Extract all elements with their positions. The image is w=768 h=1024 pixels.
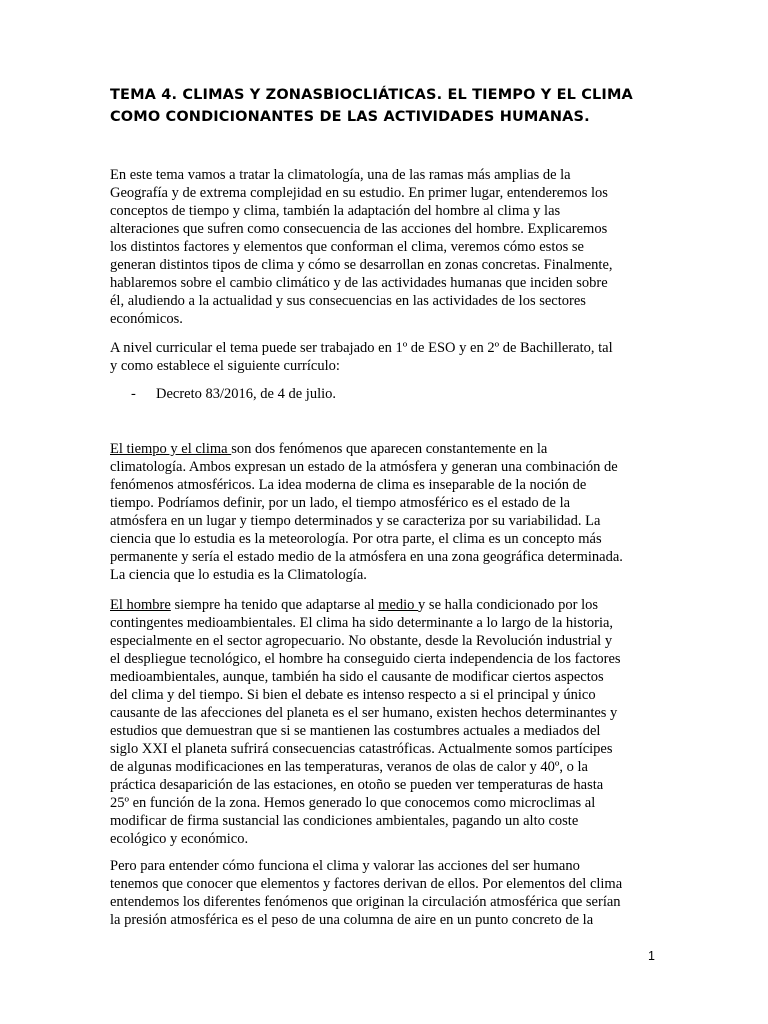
text-line: En este tema vamos a tratar la climatología, una de las ramas más amplias de la	[110, 167, 571, 183]
text-line: el despliegue tecnológico, el hombre ha conseguido cierta independencia de los factores	[110, 651, 621, 667]
text-line: medioambientales, aunque, también ha sido el causante de modificar ciertos aspectos	[110, 669, 604, 685]
text-line: permanente y sería el estado medio de la atmósfera en una zona geográfica determinada.	[110, 549, 623, 565]
title-line: COMO CONDICIONANTES DE LAS ACTIVIDADES HUMANAS.	[110, 109, 590, 125]
text-line	[110, 440, 658, 458]
text-line: la presión atmosférica es el peso de una columna de aire en un punto concreto de la	[110, 912, 594, 928]
text-line: conceptos de tiempo y clima, también la adaptación del hombre al clima y las	[110, 203, 561, 219]
curriculum-paragraph	[110, 339, 658, 375]
underlined-term: El hombre	[110, 597, 171, 613]
text-line: Geografía y de extrema complejidad en su estudio. En primer lugar, entenderemos los	[110, 185, 608, 201]
page-number: 1	[648, 949, 655, 963]
text-run: siempre ha tenido que adaptarse al	[170, 597, 379, 613]
title-line: TEMA 4. CLIMAS Y ZONASBIOCLIÁTICAS. EL TIEMPO Y EL CLIMA	[110, 87, 633, 103]
underlined-term: medio	[378, 597, 419, 613]
text-line: fenómenos atmosféricos. La idea moderna de clima es inseparable de la noción de	[110, 477, 587, 493]
text-line: contingentes medioambientales. El clima ha sido determinante a lo largo de la historia,	[110, 615, 614, 631]
page-title	[110, 84, 670, 128]
text-line: causante de las afecciones del planeta es el ser humano, existen hechos determinantes y	[110, 705, 618, 721]
hombre-paragraph	[110, 596, 658, 848]
text-line: entendemos los diferentes fenómenos que originan la circulación atmosférica que serían	[110, 894, 621, 910]
text-line: modificar de firma sustancial las condiciones ambientales, pagando un alto coste	[110, 813, 579, 829]
text-line: climatología. Ambos expresan un estado de la atmósfera y generan una combinación de	[110, 459, 618, 475]
text-line: generan distintos tipos de clima y cómo se desarrollan en zonas concretas. Finalmente,	[110, 257, 613, 273]
text-line: alteraciones que sufren como consecuencia de las acciones del hombre. Explicaremos	[110, 221, 608, 237]
intro-paragraph	[110, 166, 658, 328]
text-line: hablaremos sobre el cambio climático y de las actividades humanas que inciden sobre	[110, 275, 608, 291]
text-line: especialmente en el sector agropecuario. No obstante, desde la Revolución industrial y	[110, 633, 613, 649]
text-line: y como establece el siguiente currículo:	[110, 358, 340, 374]
text-line: los distintos factores y elementos que conforman el clima, veremos cómo estos se	[110, 239, 584, 255]
elementos-paragraph	[110, 857, 658, 929]
text-line: 25º en función de la zona. Hemos generado lo que conocemos como microclimas al	[110, 795, 596, 811]
text-line: La ciencia que lo estudia es la Climatología.	[110, 567, 367, 583]
bullet-text: Decreto 83/2016, de 4 de julio.	[156, 386, 336, 402]
text-line: atmósfera en un lugar y tiempo determinados y se caracteriza por su variabilidad. La	[110, 513, 601, 529]
text-run: y se halla condicionado por los	[418, 597, 599, 613]
text-line: siglo XXI el planeta sufrirá consecuencias catastróficas. Actualmente somos partícipes	[110, 741, 613, 757]
text-line: de algunas modificaciones en las temperaturas, veranos de olas de calor y 40º, o la	[110, 759, 588, 775]
text-line: económicos.	[110, 311, 183, 327]
text-run: son dos fenómenos que aparecen constantemente en la	[231, 441, 548, 457]
text-line	[110, 596, 658, 614]
text-line: ecológico y económico.	[110, 831, 249, 847]
bullet-dash: -	[131, 386, 136, 402]
underlined-term: El tiempo y el clima	[110, 441, 232, 457]
text-line: A nivel curricular el tema puede ser trabajado en 1º de ESO y en 2º de Bachillerato, tal	[110, 340, 613, 356]
text-line: Pero para entender cómo funciona el clima y valorar las acciones del ser humano	[110, 858, 580, 874]
text-line: él, aludiendo a la actualidad y sus consecuencias en las actividades de los sectores	[110, 293, 586, 309]
text-line: tiempo. Podríamos definir, por un lado, el tiempo atmosférico es el estado de la	[110, 495, 571, 511]
text-line: estudios que demuestran que si se mantienen las costumbres actuales a mediados del	[110, 723, 601, 739]
bullet-item	[131, 385, 336, 403]
text-line: tenemos que conocer que elementos y factores derivan de ellos. Por elementos del clima	[110, 876, 623, 892]
text-line: del clima y del tiempo. Si bien el debate es intenso respecto a si el principal y único	[110, 687, 596, 703]
text-line: práctica desaparición de las estaciones, en otoño se pueden ver temperaturas de hasta	[110, 777, 604, 793]
text-line: ciencia que lo estudia es la meteorología. Por otra parte, el clima es un concepto más	[110, 531, 602, 547]
tiempo-clima-paragraph	[110, 440, 658, 584]
